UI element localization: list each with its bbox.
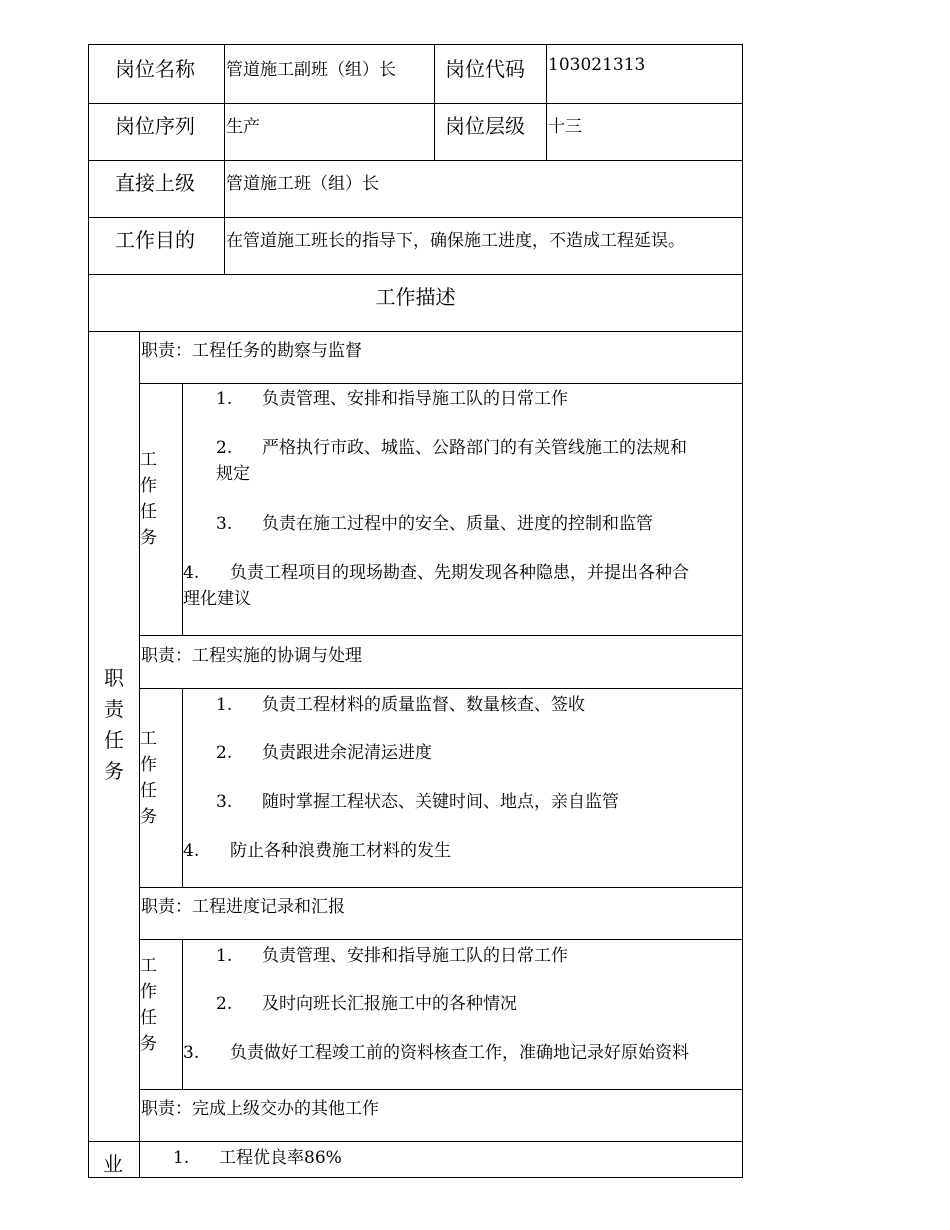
col-divider (546, 45, 547, 160)
position-name-label: 岗位名称 (115, 57, 195, 81)
duty-title: 职责：工程进度记录和汇报 (141, 897, 345, 917)
row-divider (89, 274, 742, 275)
col-divider (434, 45, 435, 160)
performance-label: 业 (103, 1152, 123, 1176)
row-divider (89, 160, 742, 161)
task-label: 工 作 任 务 (140, 956, 157, 1054)
position-level-value: 十三 (548, 117, 582, 137)
duty-title: 职责：完成上级交办的其他工作 (141, 1099, 379, 1119)
position-series-value: 生产 (226, 117, 260, 137)
row-divider (139, 383, 742, 384)
description-title: 工作描述 (375, 285, 456, 309)
row-divider (89, 331, 742, 332)
job-description-form (88, 44, 743, 1178)
row-divider (89, 217, 742, 218)
duty-title: 职责：工程任务的勘察与监督 (141, 341, 362, 361)
duties-label: 职 责 任 务 (104, 666, 124, 783)
task-item: 3. 负责在施工过程中的安全、质量、进度的控制和监管 (216, 514, 653, 534)
duty-title: 职责：工程实施的协调与处理 (141, 646, 362, 666)
task-label: 工 作 任 务 (140, 729, 157, 827)
task-item: 2. 负责跟进余泥清运进度 (216, 743, 432, 763)
task-item: 2. 严格执行市政、城监、公路部门的有关管线施工的法规和 规定 (216, 438, 687, 484)
row-divider (139, 939, 742, 940)
col-divider (182, 939, 183, 1089)
row-divider (89, 1141, 742, 1142)
position-name-value: 管道施工副班（组）长 (226, 60, 396, 80)
task-item: 2. 及时向班长汇报施工中的各种情况 (216, 994, 517, 1014)
position-level-label: 岗位层级 (445, 114, 525, 138)
purpose-label: 工作目的 (115, 228, 195, 252)
row-divider (89, 103, 742, 104)
position-code-value: 103021313 (548, 55, 646, 75)
purpose-value: 在管道施工班长的指导下，确保施工进度，不造成工程延误。 (226, 231, 685, 251)
col-divider (224, 45, 225, 274)
task-item: 4. 负责工程项目的现场勘查、先期发现各种隐患，并提出各种合 理化建议 (183, 563, 689, 609)
row-divider (139, 688, 742, 689)
task-item: 1. 负责工程材料的质量监督、数量核查、签收 (216, 695, 585, 715)
task-item: 4. 防止各种浪费施工材料的发生 (183, 841, 451, 861)
task-item: 1. 负责管理、安排和指导施工队的日常工作 (216, 946, 568, 966)
performance-item: 1. 工程优良率86% (173, 1148, 342, 1168)
position-series-label: 岗位序列 (115, 114, 195, 138)
task-label: 工 作 任 务 (140, 450, 157, 548)
task-item: 1. 负责管理、安排和指导施工队的日常工作 (216, 389, 568, 409)
supervisor-label: 直接上级 (115, 171, 195, 195)
position-code-label: 岗位代码 (445, 57, 525, 81)
row-divider (139, 1089, 742, 1090)
task-item: 3. 负责做好工程竣工前的资料核查工作，准确地记录好原始资料 (183, 1043, 689, 1063)
supervisor-value: 管道施工班（组）长 (226, 174, 379, 194)
row-divider (139, 887, 742, 888)
row-divider (139, 635, 742, 636)
task-item: 3. 随时掌握工程状态、关键时间、地点，亲自监管 (216, 792, 619, 812)
